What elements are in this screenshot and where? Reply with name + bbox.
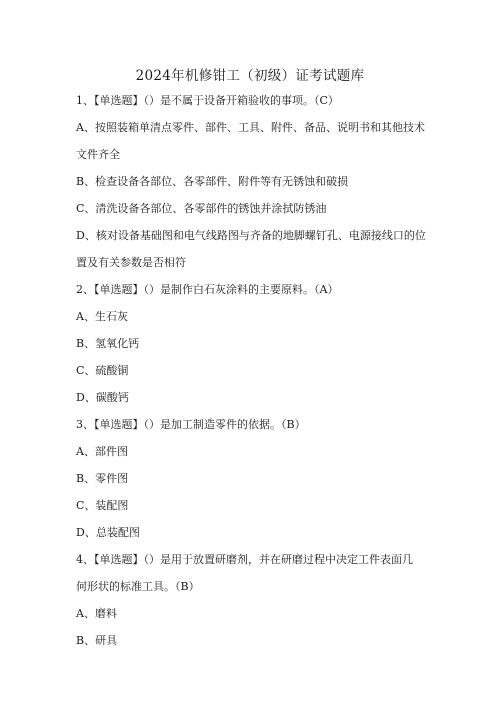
question-1-option-d-continued: 置及有关参数是否相符 [76, 256, 186, 269]
question-2-option-c: C、硫酸铜 [76, 364, 129, 377]
question-3-option-c: C、装配图 [76, 499, 129, 512]
document-title: 2024年机修钳工（初级）证考试题库 [135, 68, 365, 84]
question-1-stem: 1、【单选题】（）是不属于设备开箱验收的事项。（C） [76, 94, 339, 107]
question-2-option-b: B、氢氧化钙 [76, 337, 140, 350]
question-3-stem: 3、【单选题】（）是加工制造零件的依据。（B） [76, 418, 306, 431]
question-4-option-a: A、磨料 [76, 607, 117, 620]
question-2-option-d: D、碳酸钙 [76, 391, 129, 404]
question-1-option-a-continued: 文件齐全 [76, 148, 120, 161]
question-1-option-c: C、清洗设备各部位、各零部件的锈蚀并涂拭防锈油 [76, 202, 327, 215]
question-4-option-b: B、研具 [76, 634, 118, 647]
question-1-option-a: A、按照装箱单清点零件、部件、工具、附件、备品、说明书和其他技术 [76, 121, 425, 134]
question-3-option-b: B、零件图 [76, 472, 129, 485]
question-2-stem: 2、【单选题】（）是制作白石灰涂料的主要原料。（A） [76, 283, 339, 296]
question-1-option-d: D、核对设备基础图和电气线路图与齐备的地脚螺钉孔、电源接线口的位 [76, 229, 426, 242]
question-4-stem-continued: 何形状的标准工具。（B） [76, 580, 200, 593]
question-3-option-a: A、部件图 [76, 445, 128, 458]
question-3-option-d: D、总装配图 [76, 526, 140, 539]
question-2-option-a: A、生石灰 [76, 310, 128, 323]
question-4-stem: 4、【单选题】（）是用于放置研磨剂，并在研磨过程中决定工件表面几 [76, 553, 413, 566]
question-1-option-b: B、检查设备各部位、各零部件、附件等有无锈蚀和破损 [76, 175, 349, 188]
